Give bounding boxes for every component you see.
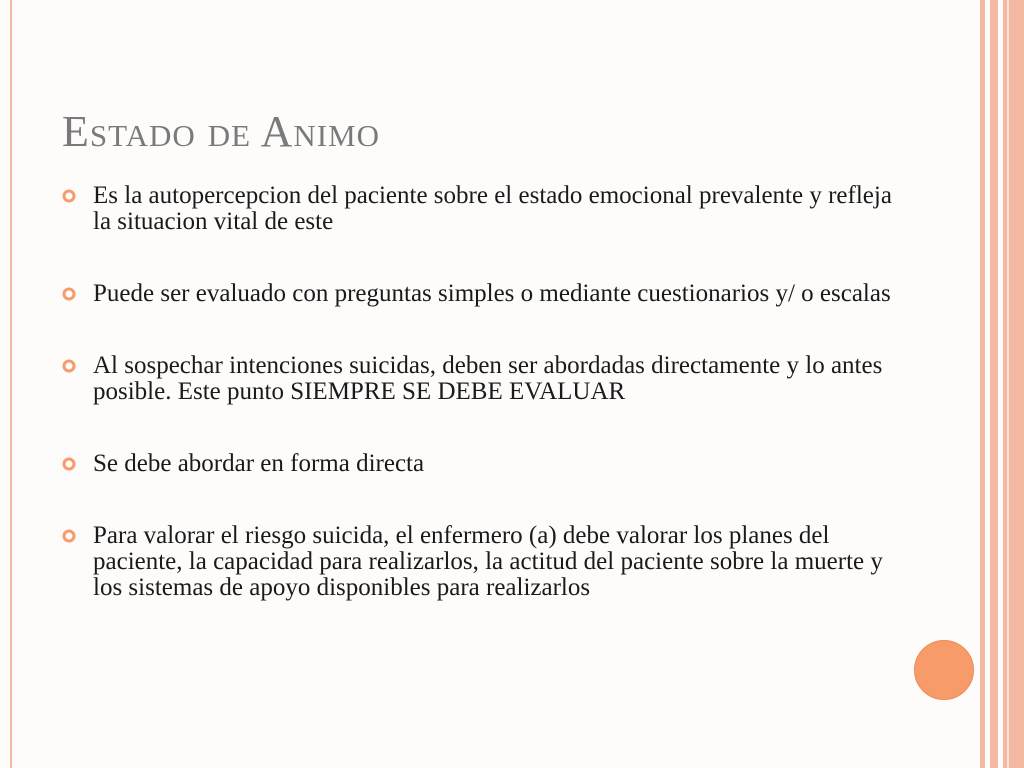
bullet-text: Al sospechar intenciones suicidas, deben ser abordadas directamente y lo antes posible. Este punto SIEMPRE SE DEBE EVALUAR [93, 352, 883, 405]
right-stripe [980, 0, 985, 768]
bullet-text: Se debe abordar en forma directa [93, 450, 425, 477]
bullet-text: Para valorar el riesgo suicida, el enfermero (a) debe valorar los planes del paciente, la capacidad para realizarlos, la actitud del paciente sobre la muerte y los sistemas de apoyo disponibles para realizarlos [93, 522, 883, 601]
circle-bullet-icon [62, 457, 76, 471]
slide-title: Estado de Animo [62, 107, 381, 156]
bullet-text: Puede ser evaluado con preguntas simples o mediante cuestionarios y/ o escalas [93, 280, 891, 307]
right-stripe [990, 0, 998, 768]
bullet-item [62, 523, 902, 601]
bullet-text: Es la autopercepcion del paciente sobre el estado emocional prevalente y refleja la situacion vital de este [93, 182, 892, 235]
orange-circle-icon [914, 640, 974, 700]
circle-bullet-icon [62, 287, 76, 301]
bullet-item [62, 183, 902, 235]
right-stripe-divider [1007, 0, 1009, 768]
bullet-item [62, 353, 902, 405]
circle-bullet-icon [62, 189, 76, 203]
bullet-item [62, 281, 902, 307]
bullet-item [62, 451, 902, 477]
circle-bullet-icon [62, 359, 76, 373]
bullet-list [62, 183, 902, 601]
circle-bullet-icon [62, 529, 76, 543]
left-border-line [10, 0, 12, 768]
